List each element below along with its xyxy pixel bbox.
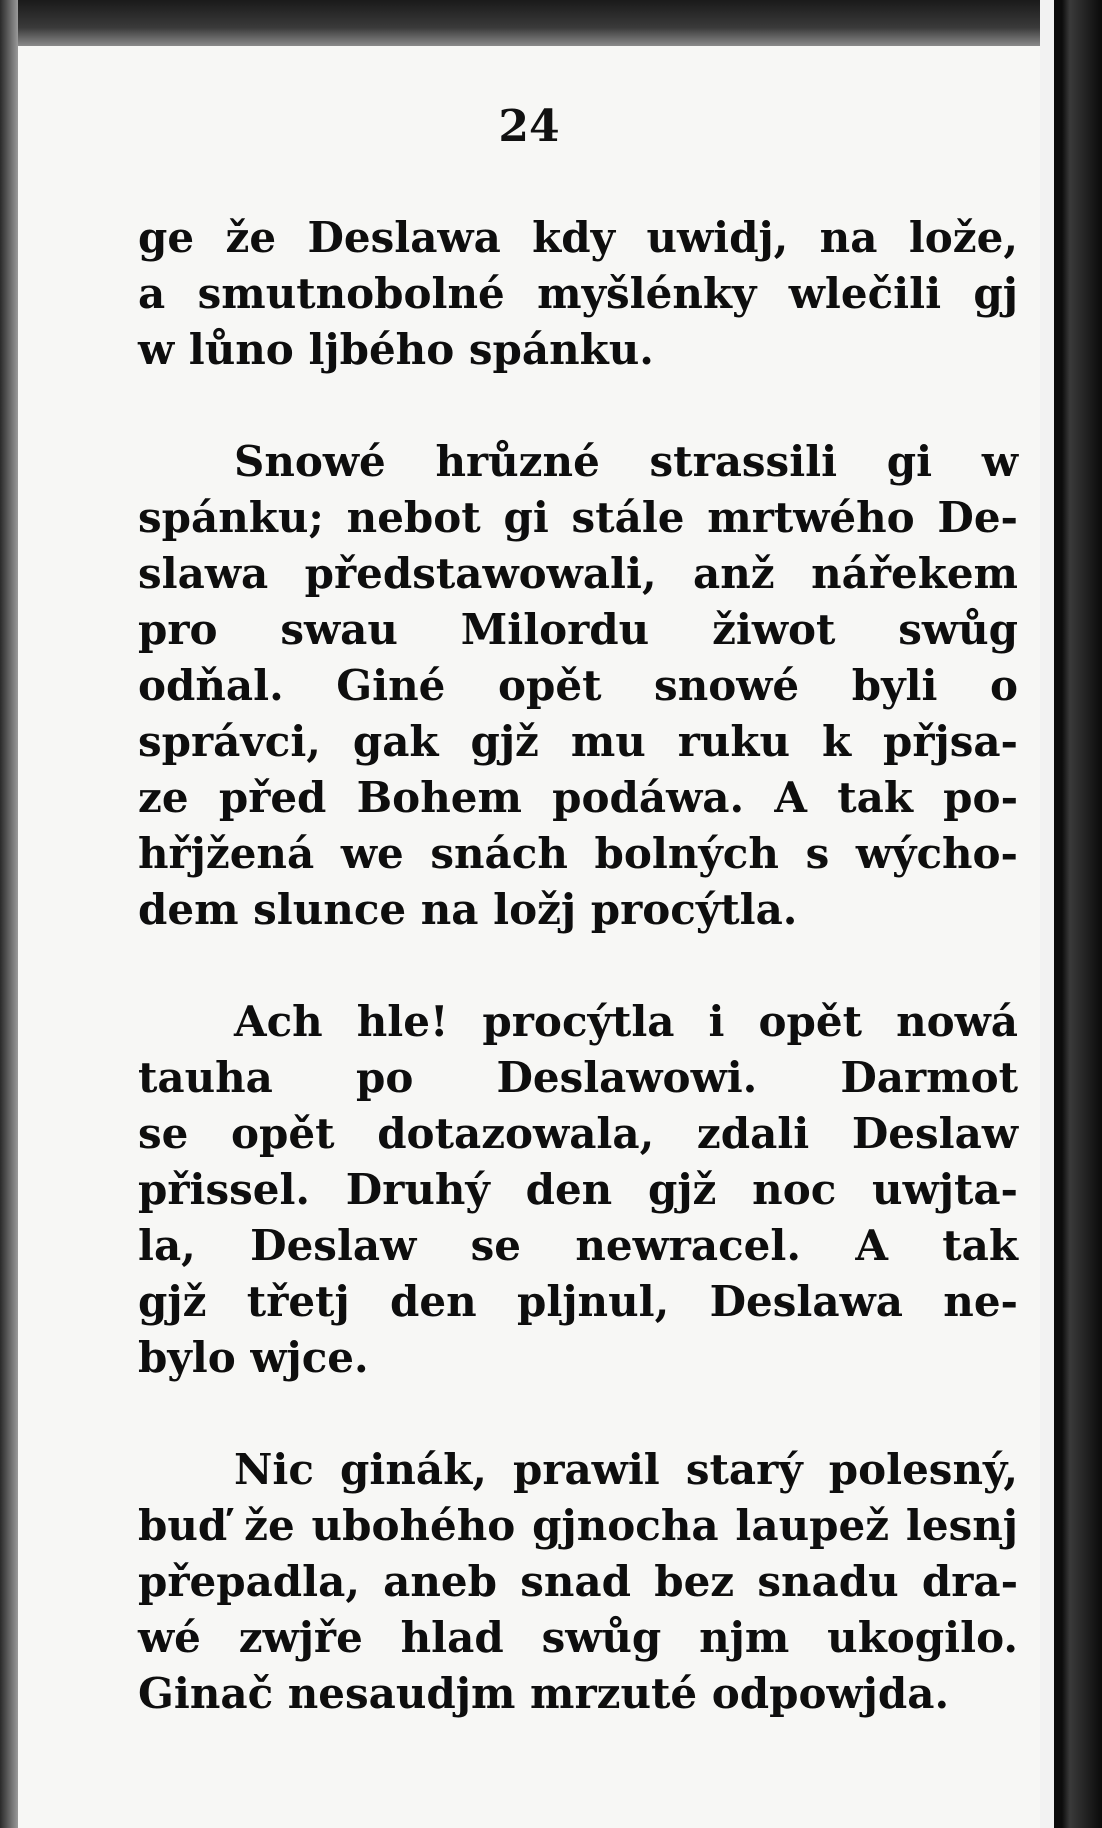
text-line: odňal. Giné opět snowé byli o (138, 661, 1018, 710)
text-line: přepadla, aneb snad bez snadu dra- (138, 1557, 1018, 1606)
paragraph-1 (138, 210, 1018, 378)
text-line: ge že Deslawa kdy uwidj, na lože, (138, 213, 1018, 262)
text-line: w lůno ljbého spánku. (138, 325, 654, 374)
paragraph-4 (138, 1442, 1018, 1722)
paragraph-3 (138, 994, 1018, 1386)
text-line: Ach hle! procýtla i opět nowá (234, 997, 1018, 1046)
text-line: Nic ginák, prawil starý polesný, (234, 1445, 1018, 1494)
text-line: se opět dotazowala, zdali Deslaw (138, 1109, 1018, 1158)
page-number: 24 (498, 101, 560, 152)
text-line: hřjžená we snách bolných s wýcho- (138, 829, 1018, 878)
text-line: la, Deslaw se newracel. A tak (138, 1221, 1018, 1270)
book-gutter (1040, 0, 1102, 1828)
page-sheet (18, 46, 1040, 1828)
scan-top-shadow (0, 0, 1102, 46)
text-line: správci, gak gjž mu ruku k přjsa- (138, 717, 1018, 766)
text-line: přissel. Druhý den gjž noc uwjta- (138, 1165, 1018, 1214)
text-line: pro swau Milordu žiwot swůg (138, 605, 1018, 654)
text-line: a smutnobolné myšlénky wlečili gj (138, 269, 1018, 318)
paragraph-2 (138, 434, 1018, 938)
text-line: gjž třetj den pljnul, Deslawa ne- (138, 1277, 1018, 1326)
text-line: slawa předstawowali, anž nářekem (138, 549, 1018, 598)
scan-left-shadow (0, 0, 18, 1828)
text-line: bylo wjce. (138, 1333, 369, 1382)
page-body-text (138, 210, 1018, 1778)
text-line: buď že ubohého gjnocha laupež lesnj (138, 1501, 1018, 1550)
text-line: spánku; nebot gi stále mrtwého De- (138, 493, 1018, 542)
text-line: wé zwjře hlad swůg njm ukogilo. (138, 1613, 1018, 1662)
text-line: Snowé hrůzné strassili gi w (234, 437, 1018, 486)
text-line: ze před Bohem podáwa. A tak po- (138, 773, 1018, 822)
text-line: dem slunce na ložj procýtla. (138, 885, 798, 934)
text-line: tauha po Deslawowi. Darmot (138, 1053, 1018, 1102)
text-line: Ginač nesaudjm mrzuté odpowjda. (138, 1669, 950, 1718)
